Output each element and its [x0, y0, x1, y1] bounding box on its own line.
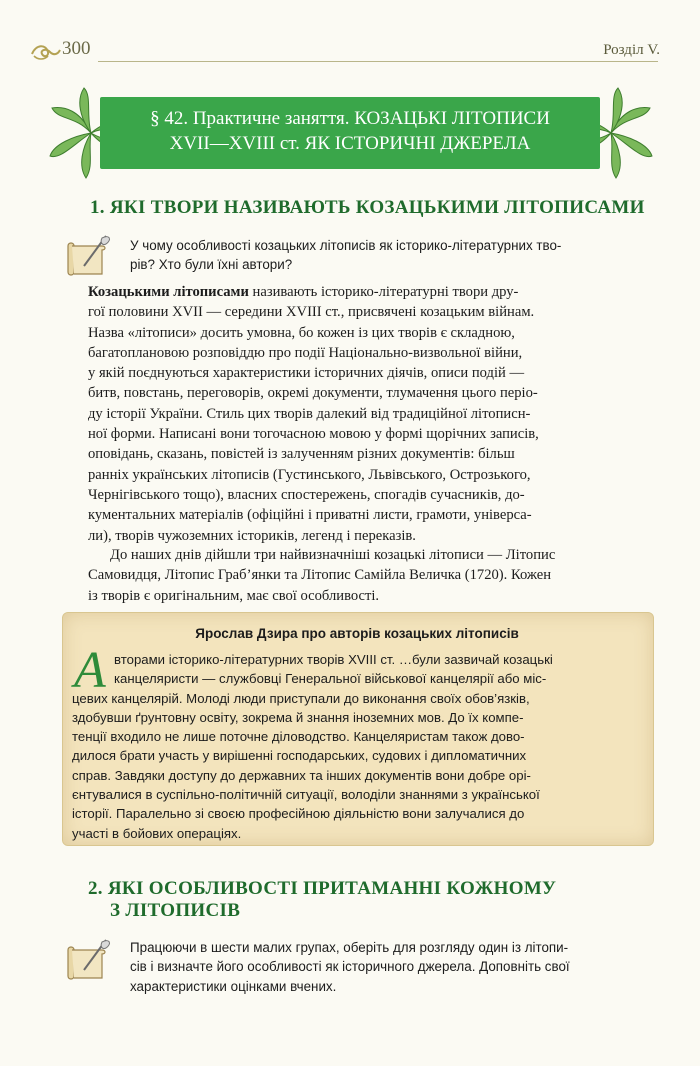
- paragraph-line: Назва «літописи» досить умовна, бо кожен із цих творів є складною,: [88, 324, 515, 341]
- quote-line: тенції входило не лише поточне діловодство. Канцеляристам також дово-: [72, 729, 525, 745]
- paragraph-1: [88, 282, 652, 546]
- paragraph-line: кументальних матеріалів (офіційні і приватні листи, грамоти, універса-: [88, 507, 532, 524]
- lesson-title-line-2: XVII—XVIII ст. ЯК ІСТОРИЧНІ ДЖЕРЕЛА: [169, 133, 531, 154]
- section-2-heading-line-1: 2. ЯКІ ОСОБЛИВОСТІ ПРИТАМАННІ КОЖНОМУ: [88, 878, 557, 899]
- quote-dropcap: А: [74, 642, 106, 699]
- quote-line: вторами історико-літературних творів XVIII ст. …були зазвичай козацькі: [114, 652, 553, 667]
- paragraph-2: [88, 545, 652, 606]
- paragraph-line: гої половини XVII — середини XVIII ст., присвячені козацьким війнам.: [88, 304, 535, 321]
- section-label: Розділ V.: [603, 42, 660, 58]
- section-1-question: [130, 236, 650, 275]
- paragraph-line: із творів є оригінальним, має свої особливості.: [88, 587, 380, 604]
- section-2-heading-line-2: З ЛІТОПИСІВ: [110, 900, 241, 921]
- question-line: рів? Хто були їхні автори?: [130, 257, 293, 273]
- lesson-title: [100, 106, 600, 156]
- scroll-quill-icon: [62, 936, 114, 984]
- page-number: 300: [62, 38, 91, 59]
- quote-line: справ. Завдяки доступу до державних та інших документів вони добре орі-: [72, 767, 531, 783]
- quote-text: [72, 650, 636, 843]
- paragraph-line: битв, повстань, переговорів, окремі документи, тлумачення цього періо-: [88, 385, 538, 402]
- quote-line: здобувши ґрунтовну освіту, зокрема й знання іноземних мов. До їх компе-: [72, 709, 524, 725]
- quote-line: історії. Паралельно зі своєю професійною діяльністю вони залучалися до: [72, 806, 525, 822]
- paragraph-line: ли), творів чужоземних істориків, легенд і переказів.: [88, 527, 416, 544]
- quote-line: цевих канцелярій. Молоді люди приступали до виконання своїх обов’язків,: [72, 690, 530, 706]
- section-2-heading: [88, 878, 556, 922]
- paragraph-line: До наших днів дійшли три найвизначніші козацькі літописи — Літопис: [110, 547, 556, 563]
- quote-line: єнтувалися в суспільно-політичній ситуації, володіли знаннями з української: [72, 787, 540, 803]
- section-2-task: [130, 938, 650, 996]
- paragraph-line: Самовидця, Літопис Граб’янки та Літопис Самійла Величка (1720). Кожен: [88, 567, 552, 584]
- paragraph-line: ду історії України. Стиль цих творів далекий від традиційної літописн-: [88, 405, 531, 422]
- paragraph-line: оповідань, сказань, повістей із залученням різних документів: більш: [88, 446, 515, 463]
- term-kozatski-litopysy: Козацькими літописами: [88, 284, 249, 300]
- question-line: У чому особливості козацьких літописів як історико-літературних тво-: [130, 238, 562, 253]
- header-rule: [98, 61, 658, 62]
- paragraph-text: називають історико-літературні твори дру-: [248, 284, 519, 300]
- scroll-quill-icon: [62, 232, 114, 280]
- quote-line: канцеляристи — службовці Генеральної військової канцелярії або міс-: [114, 671, 547, 687]
- paragraph-line: ранніх українських літописів (Густинського, Львівського, Острозького,: [88, 466, 531, 483]
- paragraph-line: [88, 282, 652, 302]
- task-line: сів і визначте його особливості як історичного джерела. Доповніть свої: [130, 959, 570, 975]
- paragraph-line: багатоплановою розповіддю про події Національно-визвольної війни,: [88, 344, 523, 361]
- task-line: характеристики оцінками вчених.: [130, 978, 337, 994]
- quote-line: участі в бойових операціях.: [72, 825, 242, 841]
- paragraph-line: Чернігівського тощо), власних спостережень, спогадів сучасників, до-: [88, 486, 525, 503]
- section-1-heading: 1. ЯКІ ТВОРИ НАЗИВАЮТЬ КОЗАЦЬКИМИ ЛІТОПИСАМИ: [90, 197, 645, 218]
- quote-line: дилося брати участь у вирішенні господарських, судових і дипломатичних: [72, 748, 527, 764]
- ornament-corner-icon: [30, 40, 62, 62]
- paragraph-line: у якій поєднуються характеристики історичних діячів, описи подій —: [88, 365, 525, 382]
- lesson-title-line-1: § 42. Практичне заняття. КОЗАЦЬКІ ЛІТОПИСИ: [150, 108, 550, 129]
- task-line: Працюючи в шести малих групах, оберіть для розгляду один із літопи-: [130, 940, 569, 955]
- paragraph-line: ної форми. Написані вони тогочасною мовою у формі щорічних записів,: [88, 426, 539, 443]
- quote-title: Ярослав Дзира про авторів козацьких літописів: [195, 626, 519, 641]
